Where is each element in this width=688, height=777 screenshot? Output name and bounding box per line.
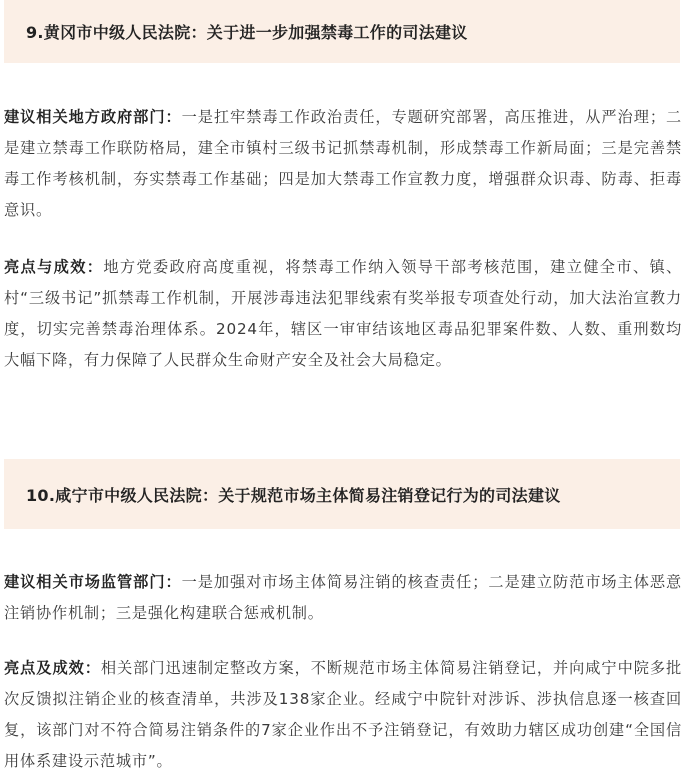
- section-2-results-label: 亮点及成效：: [4, 659, 101, 677]
- section-2-recommendation: [4, 567, 682, 629]
- section-1-recommendation-text: 一是扛牢禁毒工作政治责任，专题研究部署，高压推进，从严治理；二是建立禁毒工作联防格局，建全市镇村三级书记抓禁毒机制，形成禁毒工作新局面；三是完善禁毒工作考核机制，夯实禁毒工作基础；四是加大禁毒工作宣教力度，增强群众识毒、防毒、拒毒意识。: [4, 108, 682, 219]
- section-2-title: 10.咸宁市中级人民法院：关于规范市场主体简易注销登记行为的司法建议: [26, 485, 561, 505]
- section-1-recommendation-label: 建议相关地方政府部门：: [4, 108, 182, 126]
- section-1-title: 9.黄冈市中级人民法院：关于进一步加强禁毒工作的司法建议: [26, 23, 468, 42]
- section-1-results-label: 亮点与成效：: [4, 258, 104, 276]
- section-2-results-text: 相关部门迅速制定整改方案，不断规范市场主体简易注销登记，并向咸宁中院多批次反馈拟注销企业的核查清单，共涉及138家企业。经咸宁中院针对涉诉、涉执信息逐一核查回复，该部门对不符合简易注销条件的7家企业作出不予注销登记，有效助力辖区成功创建“全国信用体系建设示范城市”。: [4, 659, 682, 770]
- section-2-recommendation-label: 建议相关市场监管部门：: [4, 573, 182, 591]
- section-1-results-text: 地方党委政府高度重视，将禁毒工作纳入领导干部考核范围，建立健全市、镇、村“三级书记”抓禁毒工作机制，开展涉毒违法犯罪线索有奖举报专项查处行动，加大法治宣教力度，切实完善禁毒治理体系。2024年，辖区一审审结该地区毒品犯罪案件数、人数、重刑数均大幅下降，有力保障了人民群众生命财产安全及社会大局稳定。: [4, 258, 682, 369]
- section-2-recommendation-text: 一是加强对市场主体简易注销的核查责任；二是建立防范市场主体恶意注销协作机制；三是强化构建联合惩戒机制。: [4, 573, 682, 622]
- section-2-header: [4, 459, 680, 529]
- section-1-results: [4, 252, 682, 376]
- section-1-header: [4, 0, 680, 63]
- section-2-results: [4, 653, 682, 777]
- section-1-recommendation: [4, 102, 682, 226]
